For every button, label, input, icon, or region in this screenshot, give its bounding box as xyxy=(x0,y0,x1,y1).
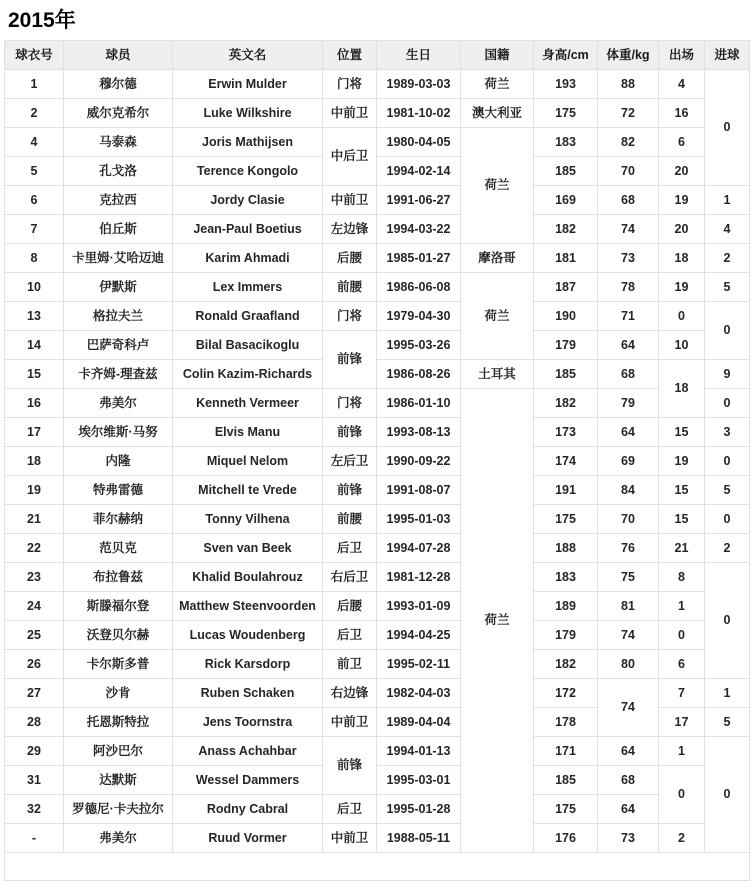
column-header: 球员 xyxy=(64,41,173,70)
table-cell: 81 xyxy=(598,592,659,621)
table-cell: 右后卫 xyxy=(323,563,377,592)
table-cell: 孔戈洛 xyxy=(64,157,173,186)
table-cell: 185 xyxy=(534,360,598,389)
table-cell: 2 xyxy=(659,824,705,853)
column-header: 国籍 xyxy=(461,41,534,70)
table-cell: 18 xyxy=(659,244,705,273)
table-cell: Terence Kongolo xyxy=(173,157,323,186)
table-cell: 1985-01-27 xyxy=(377,244,461,273)
table-row xyxy=(5,447,750,476)
table-cell: 78 xyxy=(598,273,659,302)
table-cell: 182 xyxy=(534,389,598,418)
table-cell: Miquel Nelom xyxy=(173,447,323,476)
table-cell: 72 xyxy=(598,99,659,128)
table-cell: 1994-07-28 xyxy=(377,534,461,563)
table-cell: 1989-04-04 xyxy=(377,708,461,737)
table-cell: Jens Toornstra xyxy=(173,708,323,737)
table-cell: 17 xyxy=(659,708,705,737)
table-cell: 范贝克 xyxy=(64,534,173,563)
table-cell: 70 xyxy=(598,157,659,186)
table-cell: 巴萨奇科卢 xyxy=(64,331,173,360)
table-cell: 右边锋 xyxy=(323,679,377,708)
table-cell: Jordy Clasie xyxy=(173,186,323,215)
table-cell: 175 xyxy=(534,99,598,128)
table-cell: Rick Karsdorp xyxy=(173,650,323,679)
table-cell: 183 xyxy=(534,128,598,157)
table-cell: 后卫 xyxy=(323,534,377,563)
table-cell: 1990-09-22 xyxy=(377,447,461,476)
column-header: 位置 xyxy=(323,41,377,70)
table-cell: 173 xyxy=(534,418,598,447)
table-cell: 18 xyxy=(5,447,64,476)
page-title: 2015年 xyxy=(8,9,76,32)
table-cell: 埃尔维斯·马努 xyxy=(64,418,173,447)
table-cell: 0 xyxy=(659,766,705,824)
table-cell: 10 xyxy=(659,331,705,360)
header-row xyxy=(5,41,750,70)
table-cell: 15 xyxy=(5,360,64,389)
table-cell: 64 xyxy=(598,795,659,824)
table-cell: 伊默斯 xyxy=(64,273,173,302)
table-cell: 193 xyxy=(534,70,598,99)
table-cell: 后腰 xyxy=(323,244,377,273)
table-cell: 2 xyxy=(705,244,750,273)
table-row xyxy=(5,766,750,795)
table-cell: 7 xyxy=(659,679,705,708)
table-cell: 17 xyxy=(5,418,64,447)
table-cell: 172 xyxy=(534,679,598,708)
table-cell: 6 xyxy=(659,128,705,157)
table-cell: 克拉西 xyxy=(64,186,173,215)
table-cell: 23 xyxy=(5,563,64,592)
table-row xyxy=(5,592,750,621)
table-row xyxy=(5,215,750,244)
table-cell: Jean-Paul Boetius xyxy=(173,215,323,244)
table-cell: 8 xyxy=(5,244,64,273)
table-cell: Sven van Beek xyxy=(173,534,323,563)
table-row xyxy=(5,302,750,331)
table-cell: 5 xyxy=(705,273,750,302)
table-cell: 15 xyxy=(659,418,705,447)
table-cell: 伯丘斯 xyxy=(64,215,173,244)
table-cell: 1986-08-26 xyxy=(377,360,461,389)
table-cell: 179 xyxy=(534,331,598,360)
table-row xyxy=(5,99,750,128)
table-cell: Lex Immers xyxy=(173,273,323,302)
table-cell: 26 xyxy=(5,650,64,679)
table-cell: 穆尔德 xyxy=(64,70,173,99)
table-cell: 1 xyxy=(705,679,750,708)
table-cell: - xyxy=(5,824,64,853)
table-cell: 174 xyxy=(534,447,598,476)
table-cell: 门将 xyxy=(323,70,377,99)
table-cell: 1980-04-05 xyxy=(377,128,461,157)
table-row xyxy=(5,563,750,592)
column-header: 进球 xyxy=(705,41,750,70)
table-cell: 1981-10-02 xyxy=(377,99,461,128)
table-cell: 1994-02-14 xyxy=(377,157,461,186)
table-cell: 马泰森 xyxy=(64,128,173,157)
table-cell: 179 xyxy=(534,621,598,650)
table-cell: 5 xyxy=(5,157,64,186)
table-cell: 27 xyxy=(5,679,64,708)
column-header: 生日 xyxy=(377,41,461,70)
table-cell: 托恩斯特拉 xyxy=(64,708,173,737)
table-cell: 82 xyxy=(598,128,659,157)
table-cell: 1988-05-11 xyxy=(377,824,461,853)
table-cell: 前锋 xyxy=(323,476,377,505)
table-cell: Matthew Steenvoorden xyxy=(173,592,323,621)
table-cell: 沃登贝尔赫 xyxy=(64,621,173,650)
table-cell: 后腰 xyxy=(323,592,377,621)
table-cell: 左后卫 xyxy=(323,447,377,476)
table-cell: Ruben Schaken xyxy=(173,679,323,708)
table-cell: 70 xyxy=(598,505,659,534)
table-cell: 卡尔斯多普 xyxy=(64,650,173,679)
table-cell: 32 xyxy=(5,795,64,824)
table-cell: 16 xyxy=(659,99,705,128)
table-cell: 3 xyxy=(705,418,750,447)
table-cell: 175 xyxy=(534,795,598,824)
table-cell: 1 xyxy=(659,737,705,766)
table-cell: 2 xyxy=(705,534,750,563)
table-cell: 182 xyxy=(534,650,598,679)
table-cell: 13 xyxy=(5,302,64,331)
table-cell: 68 xyxy=(598,186,659,215)
table-cell: 187 xyxy=(534,273,598,302)
table-cell: 190 xyxy=(534,302,598,331)
table-row xyxy=(5,186,750,215)
table-cell: 威尔克希尔 xyxy=(64,99,173,128)
table-cell: 1986-06-08 xyxy=(377,273,461,302)
table-cell: 183 xyxy=(534,563,598,592)
table-cell: 185 xyxy=(534,766,598,795)
table-row xyxy=(5,70,750,99)
table-body xyxy=(5,70,750,881)
table-cell: 0 xyxy=(659,302,705,331)
table-row xyxy=(5,534,750,563)
table-cell: 185 xyxy=(534,157,598,186)
table-cell: 29 xyxy=(5,737,64,766)
table-cell: 15 xyxy=(659,505,705,534)
table-cell: 0 xyxy=(705,70,750,186)
table-cell: 前锋 xyxy=(323,331,377,389)
table-cell: 1989-03-03 xyxy=(377,70,461,99)
table-cell: 1995-02-11 xyxy=(377,650,461,679)
column-header: 球衣号 xyxy=(5,41,64,70)
table-cell: Tonny Vilhena xyxy=(173,505,323,534)
table-cell: 1 xyxy=(705,186,750,215)
table-cell: 前卫 xyxy=(323,650,377,679)
table-cell: 菲尔赫纳 xyxy=(64,505,173,534)
table-cell: Ronald Graafland xyxy=(173,302,323,331)
table-cell: 73 xyxy=(598,824,659,853)
table-cell: 6 xyxy=(5,186,64,215)
table-cell: 1994-04-25 xyxy=(377,621,461,650)
table-cell: 189 xyxy=(534,592,598,621)
table-cell: 澳大利亚 xyxy=(461,99,534,128)
table-cell: 4 xyxy=(5,128,64,157)
table-cell: 25 xyxy=(5,621,64,650)
column-header: 出场 xyxy=(659,41,705,70)
table-cell: 格拉夫兰 xyxy=(64,302,173,331)
table-cell: 前锋 xyxy=(323,737,377,795)
table-cell: 1994-01-13 xyxy=(377,737,461,766)
table-row xyxy=(5,621,750,650)
table-cell: 中后卫 xyxy=(323,128,377,186)
table-cell: 沙肯 xyxy=(64,679,173,708)
table-cell: 1995-01-28 xyxy=(377,795,461,824)
table-cell: 169 xyxy=(534,186,598,215)
table-cell: 1991-06-27 xyxy=(377,186,461,215)
table-cell: 6 xyxy=(659,650,705,679)
table-cell: Joris Mathijsen xyxy=(173,128,323,157)
table-cell: 左边锋 xyxy=(323,215,377,244)
table-cell: 188 xyxy=(534,534,598,563)
table-cell: 64 xyxy=(598,331,659,360)
table-cell: 176 xyxy=(534,824,598,853)
table-cell: Khalid Boulahrouz xyxy=(173,563,323,592)
table-cell: 15 xyxy=(659,476,705,505)
table-cell: 74 xyxy=(598,215,659,244)
table-cell: 门将 xyxy=(323,302,377,331)
table-cell: 178 xyxy=(534,708,598,737)
table-cell: 2 xyxy=(5,99,64,128)
table-cell: 7 xyxy=(5,215,64,244)
table-cell: 31 xyxy=(5,766,64,795)
table-cell: 76 xyxy=(598,534,659,563)
table-row xyxy=(5,418,750,447)
table-cell: 20 xyxy=(659,157,705,186)
table-cell: 84 xyxy=(598,476,659,505)
table-cell: 16 xyxy=(5,389,64,418)
table-cell: 22 xyxy=(5,534,64,563)
table-cell: 0 xyxy=(705,563,750,679)
table-cell: 0 xyxy=(705,389,750,418)
table-cell: 0 xyxy=(705,505,750,534)
table-cell: 特弗雷德 xyxy=(64,476,173,505)
table-cell: 土耳其 xyxy=(461,360,534,389)
table-cell: 74 xyxy=(598,679,659,737)
table-cell: 中前卫 xyxy=(323,824,377,853)
table-cell: Mitchell te Vrede xyxy=(173,476,323,505)
table-cell: 斯滕福尔登 xyxy=(64,592,173,621)
table-cell: 88 xyxy=(598,70,659,99)
table-cell: 20 xyxy=(659,215,705,244)
table-cell: 1 xyxy=(5,70,64,99)
table-cell: 1995-03-01 xyxy=(377,766,461,795)
empty-footer-row xyxy=(5,853,750,881)
table-cell: Elvis Manu xyxy=(173,418,323,447)
table-cell: 19 xyxy=(659,447,705,476)
table-row xyxy=(5,650,750,679)
table-cell: 21 xyxy=(659,534,705,563)
table-cell: 64 xyxy=(598,418,659,447)
table-row xyxy=(5,679,750,708)
table-cell: 弗美尔 xyxy=(64,389,173,418)
table-cell: 布拉鲁兹 xyxy=(64,563,173,592)
table-cell: 1993-08-13 xyxy=(377,418,461,447)
table-cell: 19 xyxy=(659,273,705,302)
table-cell: 1995-03-26 xyxy=(377,331,461,360)
table-cell: 0 xyxy=(659,621,705,650)
table-cell: Rodny Cabral xyxy=(173,795,323,824)
table-row xyxy=(5,331,750,360)
table-cell: 79 xyxy=(598,389,659,418)
table-cell: 后卫 xyxy=(323,621,377,650)
table-cell: 80 xyxy=(598,650,659,679)
table-cell: Wessel Dammers xyxy=(173,766,323,795)
table-cell: 1982-04-03 xyxy=(377,679,461,708)
table-cell: 24 xyxy=(5,592,64,621)
table-cell: 9 xyxy=(705,360,750,389)
table-cell: 0 xyxy=(705,737,750,853)
table-cell: 0 xyxy=(705,447,750,476)
table-cell: 中前卫 xyxy=(323,99,377,128)
table-cell: 21 xyxy=(5,505,64,534)
table-cell: 内隆 xyxy=(64,447,173,476)
table-cell: 4 xyxy=(659,70,705,99)
table-cell: 罗德尼·卡夫拉尔 xyxy=(64,795,173,824)
table-row xyxy=(5,244,750,273)
table-cell: 前腰 xyxy=(323,505,377,534)
table-cell: 1993-01-09 xyxy=(377,592,461,621)
table-row xyxy=(5,128,750,157)
table-row xyxy=(5,476,750,505)
table-cell: 5 xyxy=(705,708,750,737)
table-row xyxy=(5,795,750,824)
table-cell: 191 xyxy=(534,476,598,505)
table-cell: 68 xyxy=(598,766,659,795)
table-cell: 64 xyxy=(598,737,659,766)
table-cell: 阿沙巴尔 xyxy=(64,737,173,766)
table-cell: 4 xyxy=(705,215,750,244)
table-cell: 68 xyxy=(598,360,659,389)
table-cell: 73 xyxy=(598,244,659,273)
table-cell: 5 xyxy=(705,476,750,505)
table-cell: 前锋 xyxy=(323,418,377,447)
table-cell: 荷兰 xyxy=(461,128,534,244)
table-cell: 14 xyxy=(5,331,64,360)
table-cell: 1995-01-03 xyxy=(377,505,461,534)
table-cell: 19 xyxy=(5,476,64,505)
table-cell: 荷兰 xyxy=(461,70,534,99)
table-cell: 181 xyxy=(534,244,598,273)
table-cell: 0 xyxy=(705,302,750,360)
table-row xyxy=(5,157,750,186)
table-cell: 10 xyxy=(5,273,64,302)
table-cell: Colin Kazim-Richards xyxy=(173,360,323,389)
table-row xyxy=(5,824,750,853)
table-row xyxy=(5,505,750,534)
table-cell: 1986-01-10 xyxy=(377,389,461,418)
table-cell: Anass Achahbar xyxy=(173,737,323,766)
table-cell: 前腰 xyxy=(323,273,377,302)
table-cell: 28 xyxy=(5,708,64,737)
table-cell: 1 xyxy=(659,592,705,621)
table-cell: Ruud Vormer xyxy=(173,824,323,853)
table-cell: 中前卫 xyxy=(323,186,377,215)
table-cell: Kenneth Vermeer xyxy=(173,389,323,418)
table-cell: Luke Wilkshire xyxy=(173,99,323,128)
table-cell: 荷兰 xyxy=(461,389,534,853)
table-cell: 8 xyxy=(659,563,705,592)
table-cell: 171 xyxy=(534,737,598,766)
table-cell: Karim Ahmadi xyxy=(173,244,323,273)
table-cell: 74 xyxy=(598,621,659,650)
table-cell: Erwin Mulder xyxy=(173,70,323,99)
table-cell: 中前卫 xyxy=(323,708,377,737)
column-header: 体重/kg xyxy=(598,41,659,70)
table-cell: 1979-04-30 xyxy=(377,302,461,331)
table-cell: 175 xyxy=(534,505,598,534)
table-cell: Bilal Basacikoglu xyxy=(173,331,323,360)
table-cell: 18 xyxy=(659,360,705,418)
table-cell: 71 xyxy=(598,302,659,331)
table-row xyxy=(5,737,750,766)
table-cell: 75 xyxy=(598,563,659,592)
table-cell: 弗美尔 xyxy=(64,824,173,853)
table-cell: 后卫 xyxy=(323,795,377,824)
table-cell: 卡齐姆-理查兹 xyxy=(64,360,173,389)
table-cell: 1981-12-28 xyxy=(377,563,461,592)
table-cell: 摩洛哥 xyxy=(461,244,534,273)
table-cell: 卡里姆·艾哈迈迪 xyxy=(64,244,173,273)
table-cell: 69 xyxy=(598,447,659,476)
table-cell: 19 xyxy=(659,186,705,215)
empty-footer-cell xyxy=(5,853,750,881)
table-cell: Lucas Woudenberg xyxy=(173,621,323,650)
table-row xyxy=(5,360,750,389)
table-cell: 荷兰 xyxy=(461,273,534,360)
column-header: 英文名 xyxy=(173,41,323,70)
roster-table xyxy=(4,40,750,881)
table-cell: 达默斯 xyxy=(64,766,173,795)
column-header: 身高/cm xyxy=(534,41,598,70)
table-cell: 1991-08-07 xyxy=(377,476,461,505)
table-row xyxy=(5,273,750,302)
table-row xyxy=(5,389,750,418)
table-cell: 1994-03-22 xyxy=(377,215,461,244)
table-cell: 182 xyxy=(534,215,598,244)
table-cell: 门将 xyxy=(323,389,377,418)
